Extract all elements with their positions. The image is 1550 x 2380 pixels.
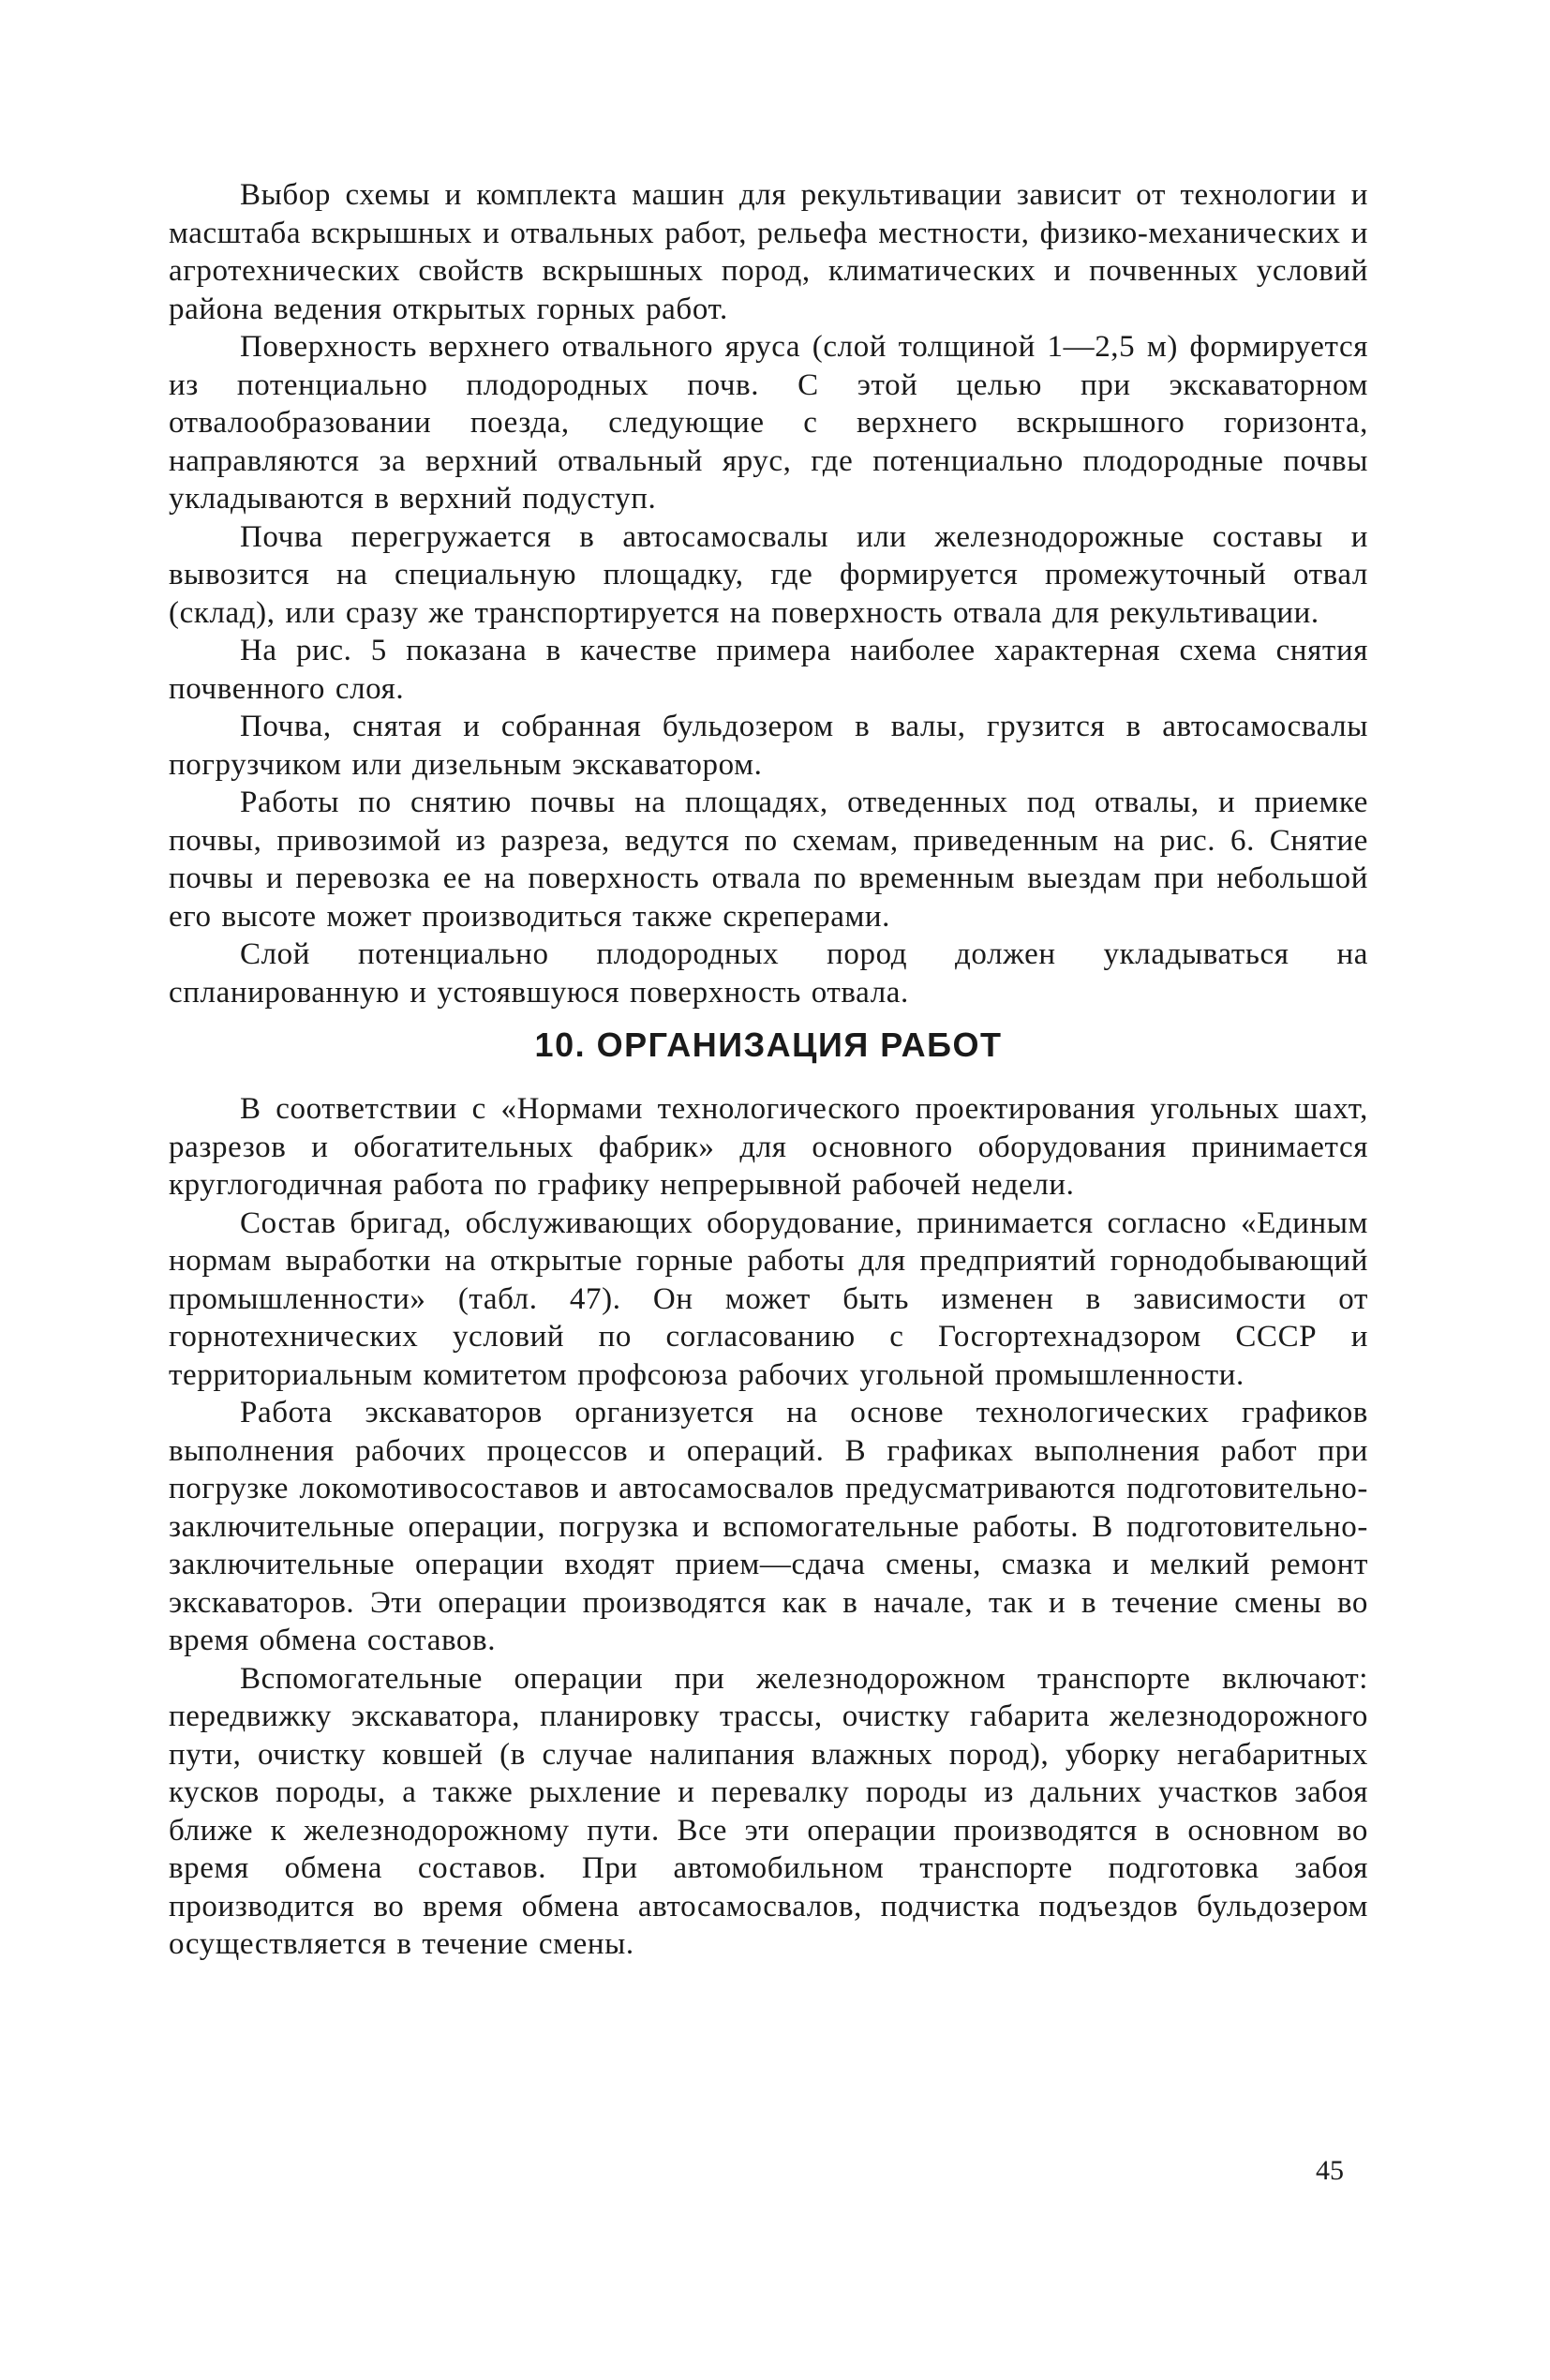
paragraph-brigade-composition: Состав бригад, обслуживающих оборудование, принимается согласно «Единым нормам выработки на открытые горные работы для предприятий горнодобывающий промышленности» (табл. 47). Он может быть изменен в зависимости от горнотехнических условий по согласованию с Госгортехнадзором СССР и территориальным комитетом профсоюза рабочих угольной промышленности. <box>169 1205 1368 1392</box>
page-number: 45 <box>1316 2155 1344 2186</box>
paragraph-soil-removal-works: Работы по снятию почвы на площадях, отведенных под отвалы, и приемке почвы, привозимой из разреза, ведутся по схемам, приведенным на рис. 6. Снятие почвы и перевозка ее на поверхность отвала по временным выездам при небольшой его высоте может производиться также скреперами. <box>169 786 1368 934</box>
paragraph-excavator-work: Работа экскаваторов организуется на основе технологических графиков выполнения рабочих процессов и операций. В графиках выполнения работ при погрузке локомотивосоставов и автосамосвалов предусматриваются подготовительно-заключительные операции, погрузка и вспомогательные работы. В подготовительно-заключительные операции входят прием—сдача смены, смазка и мелкий ремонт экскаваторов. Эти операции производятся как в начале, так и в течение смены во время обмена составов. <box>169 1396 1368 1657</box>
paragraph-figure-5-reference: На рис. 5 показана в качестве примера наиболее характерная схема снятия почвенного слоя. <box>169 634 1368 706</box>
paragraph-auxiliary-operations: Вспомогательные операции при железнодорожном транспорте включают: передвижку экскаватора, планировку трассы, очистку габарита железнодорожного пути, очистку ковшей (в случае налипания влажных пород), уборку негабаритных кусков породы, а также рыхление и перевалку породы из дальних участков забоя ближе к железнодорожному пути. Все эти операции производятся в основном во время обмена составов. При автомобильном транспорте подготовка забоя производится во время обмена автосамосвалов, подчистка подъездов бульдозером осуществляется в течение смены. <box>169 1661 1368 1961</box>
paragraph-bulldozer-soil: Почва, снятая и собранная бульдозером в валы, грузится в автосамосвалы погрузчиком или дизельным экскаватором. <box>169 710 1368 782</box>
paragraph-soil-reloading: Почва перегружается в автосамосвалы или железнодорожные составы и вывозится на специальную площадку, где формируется промежуточный отвал (склад), или сразу же транспортируется на поверхность отвала для рекультивации. <box>169 519 1368 630</box>
paragraph-machine-selection: Выбор схемы и комплекта машин для рекультивации зависит от технологии и масштаба вскрышных и отвальных работ, рельефа местности, физико-механических и агротехнических свойств вскрышных пород, климатических и почвенных условий района ведения открытых горных работ. <box>169 178 1368 326</box>
section-heading: 10. ОРГАНИЗАЦИЯ РАБОТ <box>534 1025 1003 1064</box>
paragraph-fertile-layer: Слой потенциально плодородных пород должен укладываться на спланированную и устоявшуюся поверхность отвала. <box>169 937 1368 1010</box>
page-body <box>169 176 1368 1964</box>
paragraph-upper-tier-surface: Поверхность верхнего отвального яруса (слой толщиной 1—2,5 м) формируется из потенциально плодородных почв. С этой целью при экскаваторном отвалообразовании поезда, следующие с верхнего вскрышного горизонта, направляются за верхний отвальный ярус, где потенциально плодородные почвы укладываются в верхний подуступ. <box>169 330 1368 516</box>
paragraph-design-norms: В соответствии с «Нормами технологического проектирования угольных шахт, разрезов и обогатительных фабрик» для основного оборудования принимается круглогодичная работа по графику непрерывной рабочей недели. <box>169 1092 1368 1202</box>
